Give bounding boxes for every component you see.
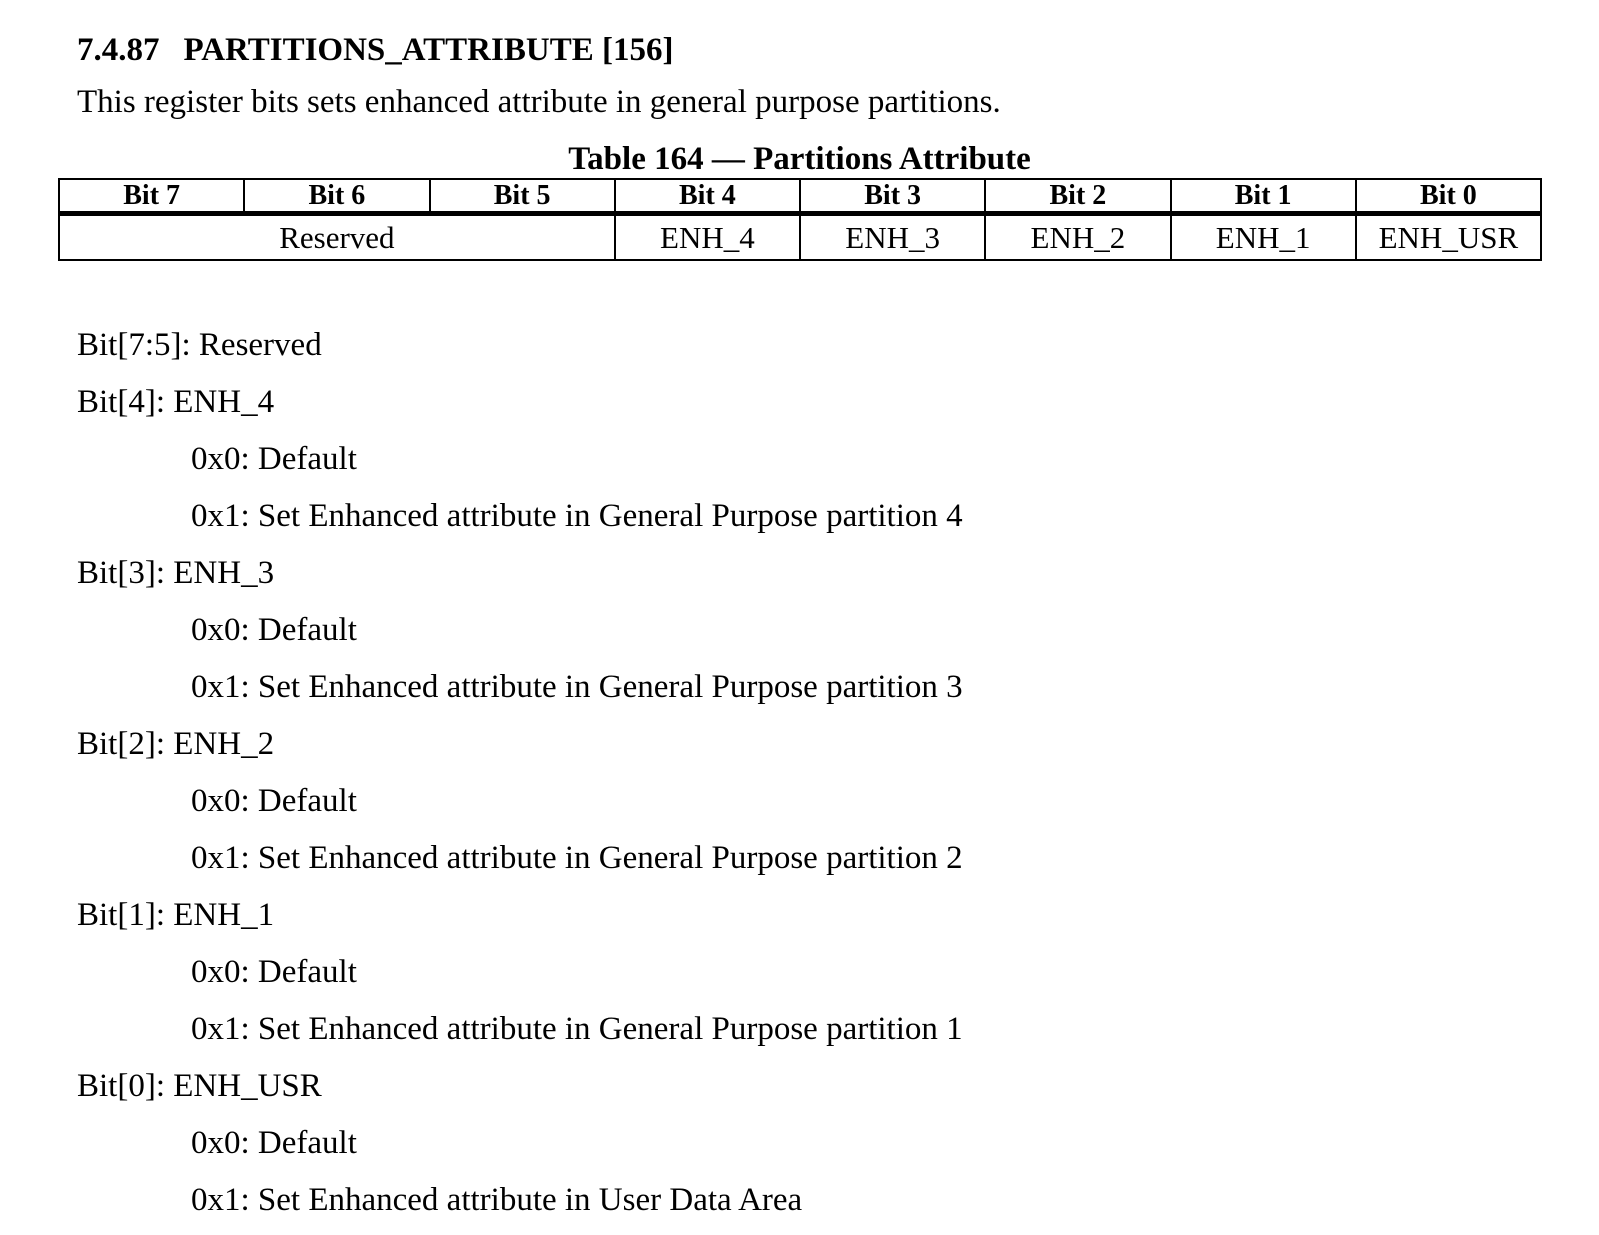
field-value: 0x1: Set Enhanced attribute in General Purpose partition 3: [191, 669, 963, 705]
table-caption: Table 164 — Partitions Attribute: [568, 141, 1031, 177]
field-value-list: [77, 944, 1517, 1058]
bit-header-cell: Bit 3: [800, 179, 985, 214]
field-title: Bit[7:5]: Reserved: [77, 327, 322, 363]
field-description: [77, 716, 1517, 887]
bit-field-cell: ENH_2: [985, 214, 1170, 261]
field-value: 0x1: Set Enhanced attribute in General Purpose partition 4: [191, 498, 963, 534]
field-title: Bit[1]: ENH_1: [77, 897, 275, 933]
bit-header-cell: Bit 7: [59, 179, 244, 214]
register-bit-table: [58, 178, 1542, 261]
field-value: 0x0: Default: [191, 954, 357, 990]
bit-header-cell: Bit 4: [615, 179, 800, 214]
bit-header-cell: Bit 2: [985, 179, 1170, 214]
bit-header-cell: Bit 0: [1356, 179, 1541, 214]
bit-field-cell: ENH_USR: [1356, 214, 1541, 261]
bit-header-cell: Bit 6: [244, 179, 429, 214]
section-title: PARTITIONS_ATTRIBUTE [156]: [183, 32, 674, 68]
field-value: 0x0: Default: [191, 783, 357, 819]
field-value: 0x0: Default: [191, 441, 357, 477]
field-description: [77, 374, 1517, 545]
bit-field-cell-reserved: Reserved: [59, 214, 615, 261]
bit-field-cell: ENH_3: [800, 214, 985, 261]
field-value-list: [77, 602, 1517, 716]
field-title: Bit[0]: ENH_USR: [77, 1068, 322, 1104]
section-number: 7.4.87: [77, 32, 160, 68]
bit-field-row: [59, 214, 1541, 261]
field-value-list: [77, 773, 1517, 887]
field-value-list: [77, 1115, 1517, 1229]
bit-field-cell: ENH_1: [1171, 214, 1356, 261]
section-heading: [77, 28, 673, 72]
bit-header-row: [59, 179, 1541, 214]
field-description: [77, 887, 1517, 1058]
field-value: 0x0: Default: [191, 1125, 357, 1161]
field-value: 0x1: Set Enhanced attribute in User Data Area: [191, 1182, 803, 1218]
bit-field-descriptions: [77, 317, 1517, 1229]
field-value: 0x1: Set Enhanced attribute in General Purpose partition 1: [191, 1011, 963, 1047]
field-value-list: [77, 431, 1517, 545]
section-intro: This register bits sets enhanced attribute in general purpose partitions.: [77, 84, 1001, 120]
bit-header-cell: Bit 1: [1171, 179, 1356, 214]
bit-field-cell: ENH_4: [615, 214, 800, 261]
field-description: [77, 545, 1517, 716]
field-title: Bit[3]: ENH_3: [77, 555, 275, 591]
field-description: [77, 1058, 1517, 1229]
field-title: Bit[2]: ENH_2: [77, 726, 275, 762]
bit-header-cell: Bit 5: [430, 179, 615, 214]
field-value: 0x1: Set Enhanced attribute in General Purpose partition 2: [191, 840, 963, 876]
field-value: 0x0: Default: [191, 612, 357, 648]
field-title: Bit[4]: ENH_4: [77, 384, 275, 420]
field-description: [77, 317, 1517, 374]
